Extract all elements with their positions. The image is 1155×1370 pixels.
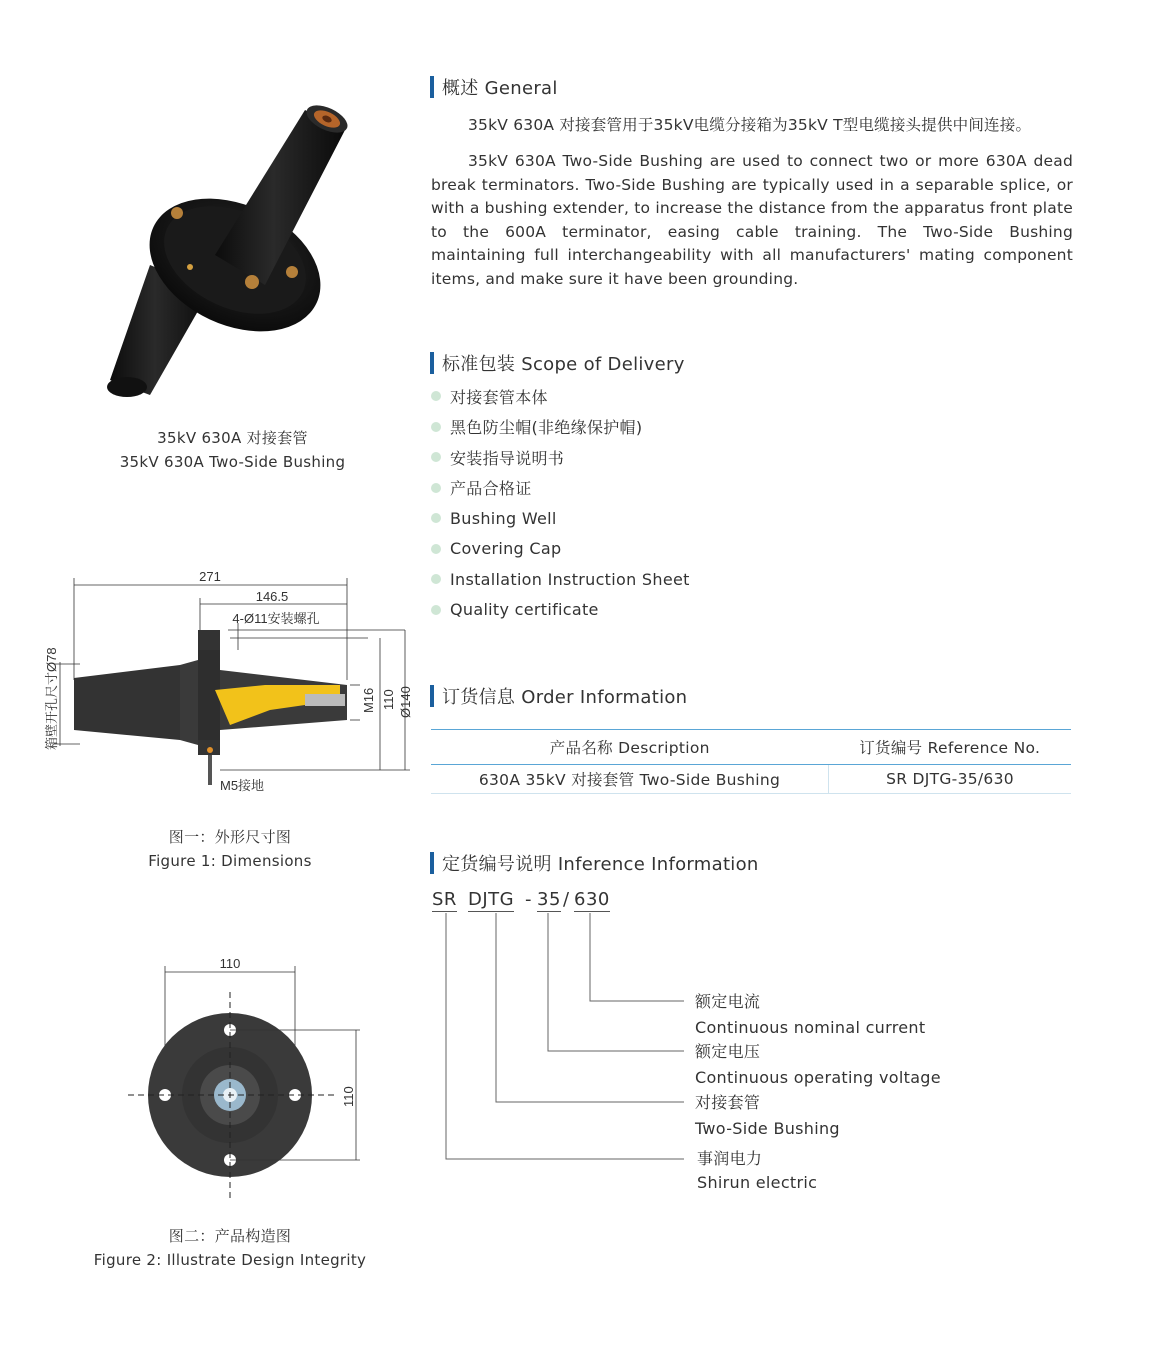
- list-item-label: Covering Cap: [450, 539, 562, 559]
- list-item-label: 安装指导说明书: [450, 448, 565, 468]
- figure2-caption-en: Figure 2: Illustrate Design Integrity: [93, 1251, 367, 1269]
- cell-reference: SR DJTG-35/630: [829, 765, 1072, 794]
- dim-ground: M5接地: [220, 778, 265, 793]
- code-35: 35: [537, 889, 561, 910]
- fig2-dim-horizontal: 110: [219, 956, 241, 971]
- code-sr: SR: [432, 889, 457, 910]
- general-title: 概述 General: [442, 78, 558, 99]
- dim-140: Ø140: [398, 686, 413, 718]
- inference-title: 定货编号说明 Inference Information: [442, 854, 759, 875]
- header-reference: 订货编号 Reference No.: [829, 730, 1072, 765]
- code-slash: /: [563, 889, 570, 910]
- dim-146-5: 146.5: [255, 589, 289, 604]
- inference-label-voltage: 额定电压 Continuous operating voltage: [695, 1042, 941, 1087]
- fig2-dim-vertical: 110: [341, 1086, 356, 1107]
- photo-caption-en: 35kV 630A Two-Side Bushing: [119, 453, 346, 471]
- inference-label-current: 额定电流 Continuous nominal current: [695, 992, 926, 1037]
- code-630: 630: [574, 889, 610, 910]
- figure1-caption-cn: 图一：外形尺寸图: [168, 828, 292, 846]
- dim-110: 110: [381, 689, 396, 710]
- general-para-cn: 35kV 630A 对接套管用于35kV电缆分接箱为35kV T型电缆接头提供中间连接。: [468, 116, 1032, 134]
- figure1-caption-en: Figure 1: Dimensions: [148, 852, 312, 870]
- cell-description: 630A 35kV 对接套管 Two-Side Bushing: [431, 765, 829, 794]
- list-item-label: Bushing Well: [450, 508, 557, 528]
- delivery-title: 标准包装 Scope of Delivery: [442, 354, 685, 375]
- list-item-label: 产品合格证: [450, 479, 532, 499]
- photo-caption-cn: 35kV 630A 对接套管: [157, 429, 308, 447]
- general-para-en: 35kV 630A Two-Side Bushing are used to connect two or more 630A dead break terminators. Two-Side Bushing are typically used in a separable splice, or with a bushing extender, to increase the distance from the apparatus front plate to the 600A terminator, easing cable training. The Two-Side Bushing maintaining full interchangeability with all manufacturers' mating component items, and make sure it have been grounding.: [431, 152, 1073, 288]
- list-item-label: 对接套管本体: [450, 387, 548, 407]
- list-item-label: 黑色防尘帽(非绝缘保护帽): [450, 418, 643, 438]
- inference-label-product: 对接套管 Two-Side Bushing: [695, 1093, 840, 1138]
- dim-271: 271: [199, 569, 221, 584]
- header-description: 产品名称 Description: [431, 730, 829, 765]
- code-dash: -: [525, 889, 532, 910]
- code-djtg: DJTG: [468, 889, 515, 910]
- order-title: 订货信息 Order Information: [442, 687, 688, 708]
- figure2-caption-cn: 图二：产品构造图: [168, 1227, 292, 1245]
- inference-label-company: 事润电力 Shirun electric: [697, 1149, 818, 1192]
- list-item-label: Quality certificate: [450, 600, 599, 620]
- dim-m16: M16: [361, 687, 376, 713]
- dim-holes: 4-Ø11安装螺孔: [232, 611, 320, 626]
- list-item-label: Installation Instruction Sheet: [450, 569, 690, 589]
- dim-opening: 箱壁开孔尺寸Ø78: [44, 647, 59, 750]
